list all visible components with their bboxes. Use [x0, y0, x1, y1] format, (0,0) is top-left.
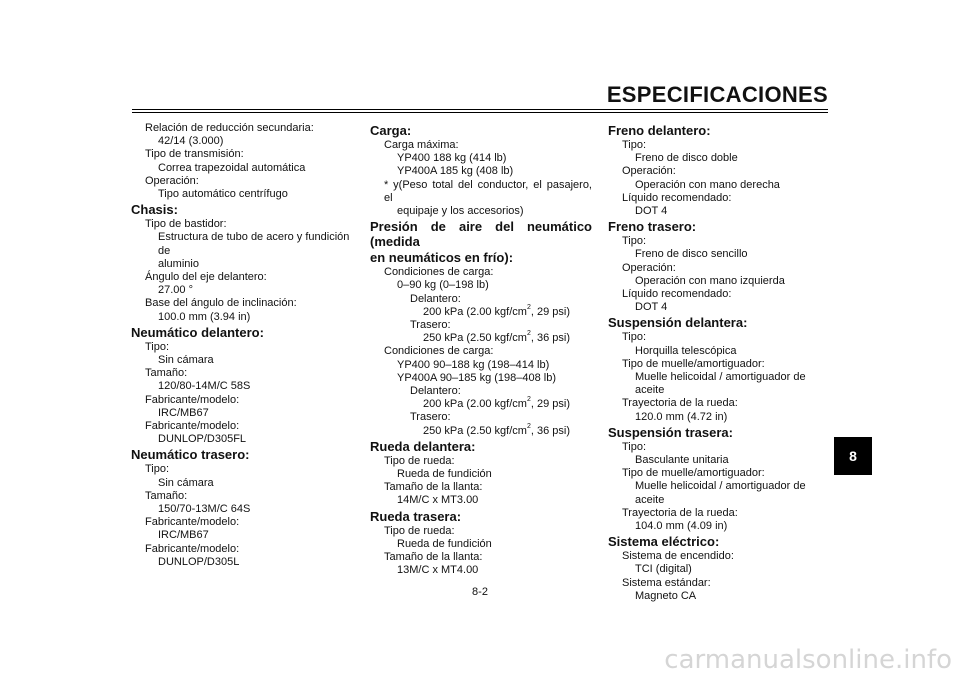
spec-label: Tamaño de la llanta: [384, 551, 483, 564]
spec-label: Trayectoria de la rueda: [622, 506, 738, 519]
spec-value: YP400 188 kg (414 lb) [397, 152, 507, 165]
spec-value: Magneto CA [635, 589, 697, 602]
spec-value: aluminio [158, 257, 199, 270]
spec-value: Correa trapezoidal automática [158, 161, 306, 174]
header-rule [132, 109, 828, 110]
spec-label: Carga máxima: [384, 139, 459, 151]
spec-value: Rueda de fundición [397, 537, 492, 550]
spec-value: YP400A 90–185 kg (198–408 lb) [397, 371, 557, 384]
spec-label: Sistema de encendido: [622, 550, 734, 563]
section-heading: Neumático delantero: [131, 324, 264, 340]
spec-value: IRC/MB67 [158, 529, 209, 542]
page-number: 8-2 [472, 586, 488, 598]
spec-label: Fabricante/modelo: [145, 393, 240, 406]
spec-label: Tipo: [622, 440, 647, 453]
spec-value: Muelle helicoidal / amortiguador de aceite [635, 480, 806, 506]
spec-label: Trasero: [410, 411, 451, 424]
footnote-line: equipaje y los accesorios) [397, 205, 524, 218]
section-heading: Chasis: [131, 202, 178, 218]
spec-label: Operación: [622, 261, 676, 274]
spec-value: YP400 90–188 kg (198–414 lb) [397, 358, 550, 371]
spec-value: Rueda de fundición [397, 468, 492, 481]
watermark: carmanualsonline.info [664, 645, 952, 675]
spec-label: Tipo: [622, 331, 647, 344]
section-heading: Sistema eléctrico: [608, 534, 720, 550]
spec-value: DOT 4 [635, 205, 668, 218]
spec-value: 42/14 (3.000) [158, 135, 224, 148]
spec-label: Delantero: [410, 385, 461, 398]
section-heading: Neumático trasero: [131, 447, 250, 463]
spec-value: 120.0 mm (4.72 in) [635, 410, 728, 423]
spec-value: 14M/C x MT3.00 [397, 494, 479, 507]
spec-value: 100.0 mm (3.94 in) [158, 310, 251, 323]
spec-label: Tipo de muelle/amortiguador: [622, 467, 765, 480]
spec-value: YP400A 185 kg (408 lb) [397, 165, 514, 178]
footnote-line: * y(Peso total del conductor, el pasajero, el [384, 178, 592, 204]
spec-value: 250 kPa (2.50 kgf/$cm^2$, 36 psi) [423, 330, 570, 345]
spec-value: IRC/MB67 [158, 406, 209, 419]
spec-value: 0–90 kg (0–198 lb) [397, 279, 489, 292]
section-heading: Freno delantero: [608, 123, 711, 138]
spec-value: Sin cámara [158, 354, 214, 367]
spec-label: Sistema estándar: [622, 576, 711, 589]
spec-value: Basculante unitaria [635, 454, 729, 467]
spec-value: 104.0 mm (4.09 in) [635, 520, 728, 533]
spec-label: Relación de reducción secundaria: [145, 122, 314, 134]
spec-value: Sin cámara [158, 476, 214, 489]
spec-label: Tipo de bastidor: [145, 218, 227, 231]
section-heading: Suspensión delantera: [608, 315, 748, 331]
spec-label: Fabricante/modelo: [145, 542, 240, 555]
spec-label: Ángulo del eje delantero: [145, 271, 267, 284]
spec-value: DUNLOP/D305FL [158, 433, 247, 446]
spec-value: DUNLOP/D305L [158, 555, 240, 568]
spec-label: Tamaño de la llanta: [384, 481, 483, 494]
spec-value: Operación con mano izquierda [635, 274, 785, 287]
spec-value: TCI (digital) [635, 563, 692, 576]
spec-label: Tipo de muelle/amortiguador: [622, 357, 765, 370]
spec-value: Muelle helicoidal / amortiguador de aceite [635, 371, 806, 397]
header-rule-thin [132, 112, 828, 113]
spec-label: Fabricante/modelo: [145, 420, 240, 433]
spec-label: Fabricante/modelo: [145, 516, 240, 529]
spec-value: 250 kPa (2.50 kgf/$cm^2$, 36 psi) [423, 422, 570, 437]
spec-label: Operación: [622, 165, 676, 178]
spec-value: Operación con mano derecha [635, 178, 780, 191]
section-heading: Rueda trasera: [370, 508, 462, 524]
column-3 [608, 122, 830, 603]
spec-label: Delantero: [410, 292, 461, 305]
spec-value: 27.00 ° [158, 284, 193, 297]
spec-value: 200 kPa (2.00 kgf/$cm^2$, 29 psi) [423, 303, 570, 318]
spec-label: Líquido recomendado: [622, 288, 732, 301]
column-2 [370, 122, 592, 577]
spec-label: Tipo de transmisión: [145, 148, 244, 161]
spec-label: Base del ángulo de inclinación: [145, 297, 297, 310]
spec-value: 13M/C x MT4.00 [397, 564, 479, 577]
section-tab: 8 [834, 437, 872, 475]
spec-label: Trayectoria de la rueda: [622, 397, 738, 410]
spec-value: 200 kPa (2.00 kgf/$cm^2$, 29 psi) [423, 396, 570, 411]
section-heading: Carga: [370, 123, 412, 138]
spec-label: Condiciones de carga: [384, 345, 494, 358]
spec-label: Tipo: [622, 235, 647, 248]
column-1 [131, 122, 363, 569]
spec-value: 120/80-14M/C 58S [158, 380, 251, 393]
spec-value: 150/70-13M/C 64S [158, 503, 251, 516]
spec-label: Líquido recomendado: [622, 191, 732, 204]
section-heading: Freno trasero: [608, 219, 697, 235]
spec-label: Trasero: [410, 319, 451, 332]
spec-value: Horquilla telescópica [635, 344, 737, 357]
spec-label: Tipo: [145, 340, 170, 353]
spec-label: Operación: [145, 174, 199, 187]
spec-label: Tipo de rueda: [384, 524, 455, 537]
spec-label: Tipo: [145, 463, 170, 476]
spec-label: Tipo: [622, 139, 647, 151]
spec-value: Freno de disco doble [635, 152, 738, 165]
section-heading: Rueda delantera: [370, 438, 476, 454]
spec-label: Tipo de rueda: [384, 454, 455, 467]
spec-label: Tamaño: [145, 367, 188, 380]
section-heading: en neumáticos en frío): [370, 250, 514, 266]
spec-label: Tamaño: [145, 489, 188, 502]
spec-value: Tipo automático centrífugo [158, 188, 288, 201]
spec-label: Condiciones de carga: [384, 266, 494, 279]
spec-value: Freno de disco sencillo [635, 248, 748, 261]
page-title: ESPECIFICACIONES [606, 82, 828, 107]
spec-value: Estructura de tubo de acero y fundición de [158, 231, 350, 257]
section-heading: Suspensión trasera: [608, 424, 733, 440]
section-heading: Presión de aire del neumático (medida [370, 219, 592, 250]
spec-value: DOT 4 [635, 301, 668, 314]
